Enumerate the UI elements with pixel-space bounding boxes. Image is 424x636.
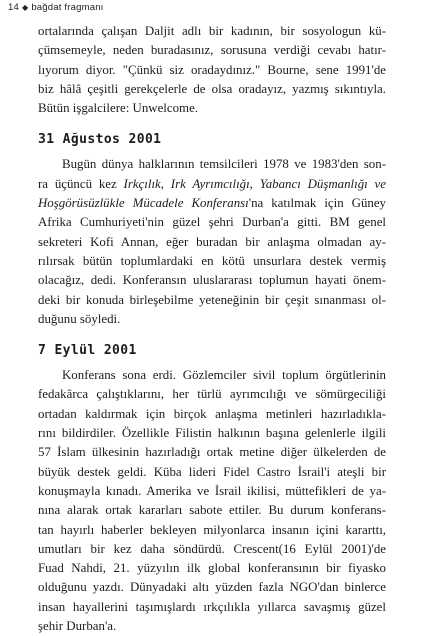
text-line: 57 İslam ülkesinin hazırladığı ortak metine diğer ülkelerden de	[38, 445, 386, 460]
text-line: Konferans sona erdi. Gözlemciler sivil toplum örgütlerinin	[62, 368, 386, 383]
section-heading-7-eylul: 7 Eylül 2001	[38, 343, 137, 359]
paragraph-conference-ended	[38, 366, 386, 636]
text-line: nına alarak ortak kararları sabote ettiler. Bu durum konferans-	[38, 503, 386, 518]
text-line: deki bir konuda birleşebilme yeteneğinin bir çeşit sınanması ol-	[38, 292, 386, 307]
text-line: biz hâlâ çeşitli gerekçelerle de olsa oradayız, yazmış sıkıntıyla.	[38, 81, 386, 96]
page-number: 14	[8, 2, 19, 13]
text-line: ortadan kaldırmak için birçok anlaşma metinleri hazırladıkla-	[38, 406, 386, 421]
text-line: şehir Durban'a.	[38, 619, 117, 634]
conference-title-italic: Irkçılık, Irk Ayrımcılığı, Yabancı Düşmanlığı ve	[123, 176, 386, 191]
text-line: rını bildirdiler. Özellikle Filistin halkının başına gelenlerle ilgili	[38, 426, 386, 441]
text-line: olacağız, dedi. Konferansın uluslararası toplumun hayati önem-	[38, 273, 386, 288]
text-line: duğunu söyledi.	[38, 311, 121, 326]
text-line: Afrika Cumhuriyeti'nin güzel şehri Durban'a gitti. BM genel	[38, 215, 386, 230]
text-line: Fuad Nahdi, 21. yüzyılın ilk global konferansının bir fiyasko	[38, 561, 386, 576]
text-line: tan hayırlı haberler bekleyen milyonlarca insanın içini kararttı,	[38, 522, 386, 537]
text-line: umutları bir kez daha söndürdü. Crescent(16 Eylül 2001)'de	[38, 541, 386, 556]
book-title: bağdat fragmanı	[31, 2, 104, 13]
text-line: sekreteri Kofi Annan, eğer buradan bir anlaşma olmadan ay-	[38, 234, 386, 249]
text-line: fedakârca çalıştıklarını, her türlü ayrımcılığı ve sömürgeciliği	[38, 387, 386, 402]
text-run: 'na katılmak için Güney	[248, 196, 386, 211]
text-line	[38, 175, 386, 194]
conference-title-italic: Hoşgörüsüzlükle Mücadele Konferansı	[38, 196, 249, 211]
text-line: rılırsak bütün toplumlardaki en kötü unsurlara destek vermiş	[38, 253, 386, 268]
text-line	[38, 194, 386, 213]
text-line: insan hayallerini taşımışlardı ırkçılıkla yıllarca savaşmış güzel	[38, 599, 386, 614]
running-header	[8, 2, 104, 13]
text-line: lıyorum diyor. "Çünkü siz oradaydınız." Bourne, sene 1991'de	[38, 62, 386, 77]
section-heading-31-agustos: 31 Ağustos 2001	[38, 132, 162, 148]
text-line: çümsemeyle, neden buradasınız, sorusuna verdiği cevabı hatır-	[38, 43, 386, 58]
text-line: büyük destek geldi. Küba lideri Fidel Castro İsrail'i ateşli bir	[38, 464, 386, 479]
text-run: ra üçüncü kez	[38, 176, 124, 191]
diamond-icon: ◆	[21, 3, 29, 12]
text-line: olduğunu yazdı. Dünyadaki altı yüzden fazla NGO'dan binlerce	[38, 580, 386, 595]
paragraph-durban-conference	[38, 155, 386, 329]
page-body	[38, 22, 386, 636]
text-line: ortalarında çalışan Daljit adlı bir kadının, bir sosyologun kü-	[38, 24, 386, 38]
text-line: Bütün işgalcilere: Unwelcome.	[38, 101, 199, 116]
text-line: konuşmayla kınadı. Amerika ve İsrail ikilisi, müttefikleri de ya-	[38, 483, 386, 498]
text-line: Bugün dünya halklarının temsilcileri 1978 ve 1983'den son-	[62, 157, 386, 172]
paragraph-opening	[38, 22, 386, 118]
